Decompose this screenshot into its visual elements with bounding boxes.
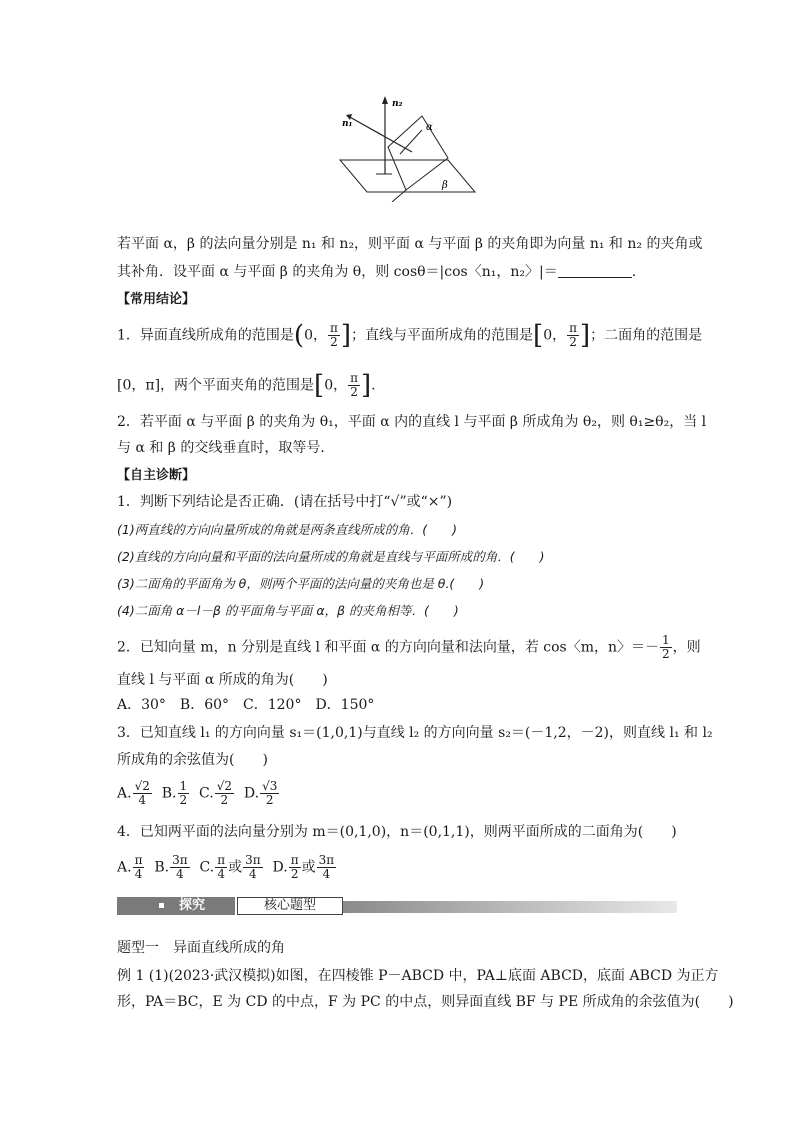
q4-option-a-value: $\frac{\pi}{4}$	[134, 853, 143, 881]
q4-option-c-or: 或	[228, 859, 243, 876]
label-n2: n₂	[392, 99, 403, 109]
section-bar-box: 核心题型	[237, 897, 343, 915]
q4-option-b-value: $\frac{3\pi}{4}$	[172, 853, 188, 881]
bracket-right: ]	[580, 320, 591, 351]
square-bullet-icon	[159, 903, 164, 908]
bracket-left: [	[533, 320, 544, 351]
common-item-1-a: 1．异面直线所成角的范围是	[117, 327, 294, 344]
q3-option-c-label: C.	[199, 785, 214, 802]
section-bar-dark	[117, 897, 235, 915]
q3-option-d-value: $\frac{√3}{2}$	[262, 779, 278, 807]
question-3-line-1: 3．已知直线 l₁ 的方向向量 s₁＝(1,0,1)与直线 l₂ 的方向向量 s₂＝(－1,2，－2)，则直线 l₁ 和 l₂	[117, 725, 713, 741]
section-bar-label: 探究	[179, 898, 206, 913]
bracket-right: ]	[340, 320, 352, 351]
question-3-line-2: 所成角的余弦值为( )	[117, 752, 268, 768]
q4-option-a-label: A.	[117, 859, 132, 876]
question-2-line-1	[117, 634, 701, 661]
question-4-line-1: 4．已知两平面的法向量分别为 m＝(0,1,0)，n＝(0,1,1)，则两平面所成的二面角为( )	[117, 824, 677, 840]
intro-line-1: 若平面 α，β 的法向量分别是 n₁ 和 n₂，则平面 α 与平面 β 的夹角即为向量 n₁ 和 n₂ 的夹角或	[117, 236, 703, 252]
common-item-1-b: ；直线与平面所成角的范围是	[351, 327, 534, 344]
answer-blank	[558, 263, 632, 278]
fraction-pi-over-2: $\frac{\pi}{2}$	[330, 321, 338, 349]
q4-option-c-label: C.	[199, 859, 215, 876]
fraction-one-half: $\frac{1}{2}$	[662, 633, 670, 661]
common-heading: 【常用结论】	[117, 292, 196, 307]
common-item-2-line-1: 2．若平面 α 与平面 β 的夹角为 θ₁，平面 α 内的直线 l 与平面 β 所成角为 θ₂，则 θ₁≥θ₂，当 l	[117, 414, 707, 430]
q4-option-d-value-1: $\frac{\pi}{2}$	[290, 853, 299, 881]
q4-option-c-value-2: $\frac{3\pi}{4}$	[245, 853, 261, 881]
common-item-1-cont: [0，π]，两个平面夹角的范围是[0， $\frac{\pi}{2}$ ].	[117, 370, 376, 401]
type-1-title: 题型一 异面直线所成的角	[117, 940, 285, 956]
intro-line-2-text: 其补角．设平面 α 与平面 β 的夹角为 θ，则 cosθ＝|cos〈n₁，n₂〉|＝	[117, 264, 558, 280]
common-item-1-d: [0，π]，两个平面夹角的范围是	[117, 377, 315, 394]
q4-option-b-label: B.	[154, 859, 170, 876]
q3-option-c-value: $\frac{√2}{2}$	[216, 779, 232, 807]
question-1-1: (1)两直线的方向向量所成的角就是两条直线所成的角．( )	[117, 522, 457, 537]
label-n1: n₁	[342, 119, 353, 129]
common-item-1	[117, 322, 702, 349]
bracket-right: ]	[361, 370, 372, 401]
q3-option-b-value: $\frac{1}{2}$	[179, 779, 188, 807]
range-zero-1: 0，	[304, 327, 327, 344]
q3-option-a-label: A.	[117, 785, 132, 802]
bracket-left: [	[314, 370, 325, 401]
common-item-2-line-2: 与 α 和 β 的交线垂直时，取等号．	[117, 440, 335, 456]
range-zero-3: 0，	[324, 377, 348, 394]
section-bar-gradient	[343, 901, 677, 913]
question-1-2: (2)直线的方向向量和平面的法向量所成的角就是直线与平面所成的角．( )	[117, 549, 545, 564]
q4-option-d-label: D.	[272, 859, 288, 876]
question-2-line-2: 直线 l 与平面 α 所成的角为( )	[117, 672, 328, 688]
question-2-text-b: ，则	[672, 639, 701, 656]
q3-option-a-value: $\frac{√2}{4}$	[134, 779, 150, 807]
question-2-text-a: 2．已知向量 m，n 分别是直线 l 和平面 α 的方向向量和法向量，若 cos〈m，n〉＝－	[117, 639, 660, 656]
label-alpha: α	[426, 122, 433, 133]
planes-normal-vectors-figure	[330, 92, 480, 202]
q4-option-d-value-2: $\frac{3\pi}{4}$	[318, 853, 335, 881]
question-3-options	[117, 780, 280, 807]
question-2-options: A．30° B．60° C．120° D．150°	[117, 697, 375, 713]
question-1: 1．判断下列结论是否正确．(请在括号中打“√”或“×”)	[117, 494, 453, 510]
example-1-line-1: 例 1 (1)(2023·武汉模拟)如图，在四棱锥 P－ABCD 中，PA⊥底面 ABCD，底面 ABCD 为正方	[117, 968, 719, 984]
q4-option-c-value-1: $\frac{\pi}{4}$	[217, 853, 226, 881]
label-beta: β	[442, 180, 448, 191]
section-bar	[117, 897, 677, 915]
q3-option-d-label: D.	[243, 785, 260, 802]
range-zero-2: 0，	[543, 327, 567, 344]
question-4-options	[117, 854, 337, 881]
fraction-pi-over-2: $\frac{\pi}{2}$	[350, 371, 359, 399]
common-item-1-c: ；二面角的范围是	[590, 327, 703, 344]
q4-option-d-or: 或	[301, 859, 316, 876]
example-1-line-2: 形，PA＝BC，E 为 CD 的中点，F 为 PC 的中点，则异面直线 BF 与 PE 所成角的余弦值为( )	[117, 994, 734, 1010]
q3-option-b-label: B.	[161, 785, 177, 802]
question-1-4: (4)二面角 α－l－β 的平面角与平面 α，β 的夹角相等．( )	[117, 603, 459, 618]
paren-left: (	[293, 320, 305, 351]
fraction-pi-over-2: $\frac{\pi}{2}$	[569, 321, 578, 349]
self-heading: 【自主诊断】	[117, 468, 196, 483]
intro-line-2: 其补角．设平面 α 与平面 β 的夹角为 θ，则 cosθ＝|cos〈n₁，n₂〉|＝ .	[117, 264, 637, 280]
question-1-3: (3)二面角的平面角为 θ，则两个平面的法向量的夹角也是 θ.( )	[117, 576, 485, 591]
